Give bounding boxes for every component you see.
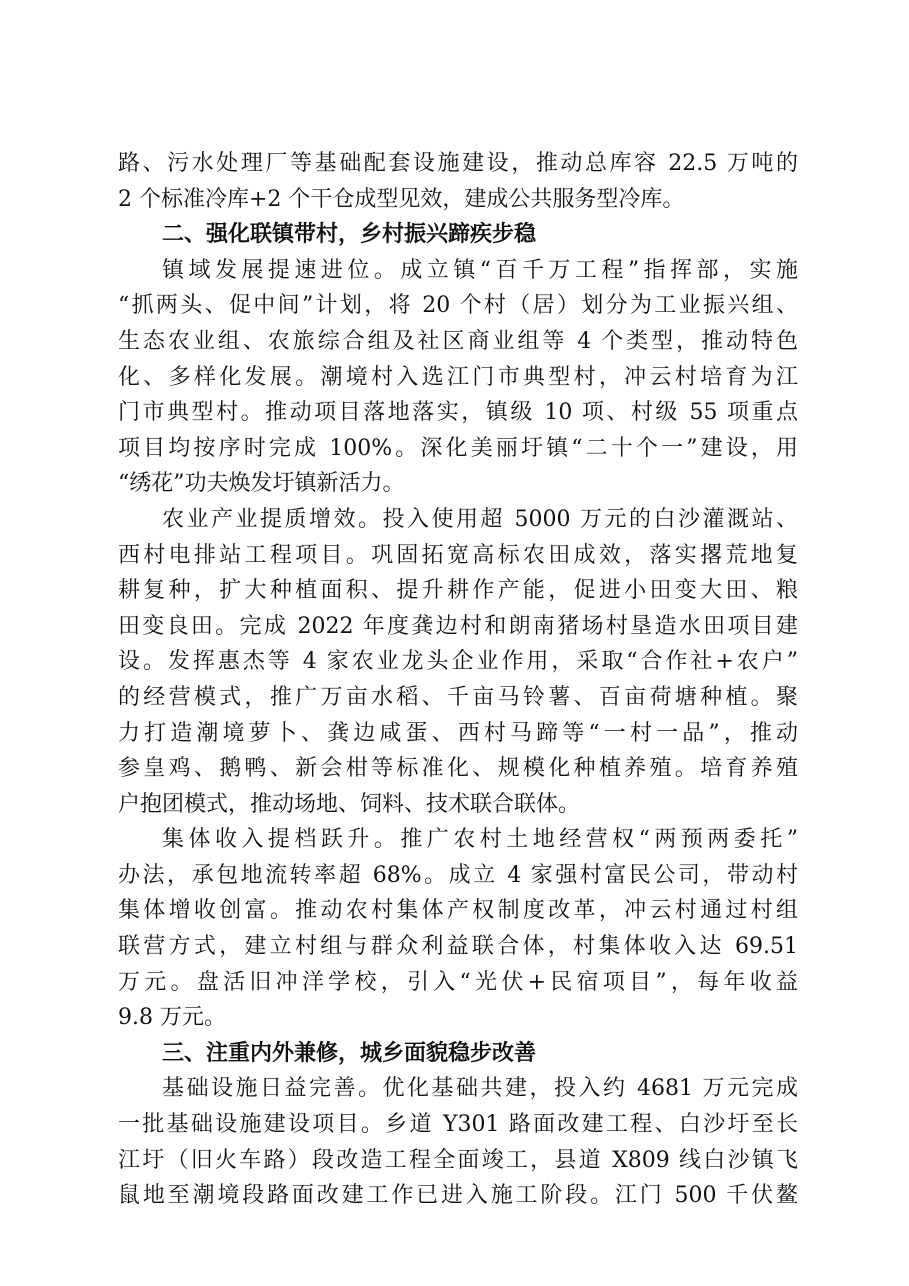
paragraph-line: “抓两头、促中间”计划，将 20 个村（居）划分为工业振兴组、 — [118, 293, 798, 319]
paragraph-line: 设。发挥惠杰等 4 家农业龙头企业作用，采取“合作社+农户” — [118, 649, 798, 675]
paragraph-line: 联营方式，建立村组与群众利益联合体，村集体收入达 69.51 — [118, 934, 798, 960]
paragraph-line: 的经营模式，推广万亩水稻、千亩马铃薯、百亩荷塘种植。聚 — [118, 684, 798, 710]
paragraph-line: 耕复种，扩大种植面积、提升耕作产能，促进小田变大田、粮 — [118, 578, 798, 604]
paragraph-line: 路、污水处理厂等基础配套设施建设，推动总库容 22.5 万吨的 — [118, 151, 798, 176]
paragraph-first-line: 农业产业提质增效。投入使用超 5000 万元的白沙灌溉站、 — [162, 506, 798, 532]
paragraph-line: 参皇鸡、鹅鸭、新会柑等标准化、规模化种植养殖。培育养殖 — [118, 756, 798, 782]
paragraph-line: 项目均按序时完成 100%。深化美丽圩镇“二十个一”建设，用 — [118, 435, 798, 461]
paragraph-line: 西村电排站工程项目。巩固拓宽高标农田成效，落实撂荒地复 — [118, 542, 798, 568]
paragraph-first-line: 集体收入提档跃升。推广农村土地经营权“两预两委托” — [162, 827, 798, 853]
paragraph-line: 力打造潮境萝卜、龚边咸蛋、西村马蹄等“一村一品”，推动 — [118, 720, 798, 746]
document-body — [118, 146, 798, 1214]
paragraph-first-line: 基础设施日益完善。优化基础共建，投入约 4681 万元完成 — [162, 1076, 798, 1102]
paragraph-line: 一批基础设施建设项目。乡道 Y301 路面改建工程、白沙圩至长 — [118, 1112, 798, 1138]
paragraph-line: 集体增收创富。推动农村集体产权制度改革，冲云村通过村组 — [118, 898, 798, 924]
paragraph-line: 鼠地至潮境段路面改建工作已进入施工阶段。江门 500 千伏鳌 — [118, 1183, 798, 1209]
paragraph-line: 田变良田。完成 2022 年度龚边村和朗南猪场村垦造水田项目建 — [118, 613, 798, 639]
paragraph-line: 9.8 万元。 — [118, 1005, 226, 1031]
paragraph-line: 户抱团模式，推动场地、饲料、技术联合联体。 — [118, 791, 581, 817]
paragraph-line: 万元。盘活旧冲洋学校，引入“光伏+民宿项目”，每年收益 — [118, 969, 798, 995]
section-heading: 二、强化联镇带村，乡村振兴蹄疾步稳 — [162, 222, 537, 248]
paragraph-line: 化、多样化发展。潮境村入选江门市典型村，冲云村培育为江 — [118, 364, 798, 390]
section-heading: 三、注重内外兼修，城乡面貌稳步改善 — [162, 1040, 537, 1066]
paragraph-line: 办法，承包地流转率超 68%。成立 4 家强村富民公司，带动村 — [118, 862, 798, 888]
paragraph-line: 江圩（旧火车路）段改造工程全面竣工，县道 X809 线白沙镇飞 — [118, 1147, 798, 1173]
paragraph-first-line: 镇域发展提速进位。成立镇“百千万工程”指挥部，实施 — [162, 257, 798, 283]
paragraph-line: “绣花”功夫焕发圩镇新活力。 — [118, 471, 405, 497]
paragraph-line: 生态农业组、农旅综合组及社区商业组等 4 个类型，推动特色 — [118, 328, 798, 354]
paragraph-line: 门市典型村。推动项目落地落实，镇级 10 项、村级 55 项重点 — [118, 400, 798, 426]
paragraph-line: 2 个标准冷库+2 个干仓成型见效，建成公共服务型冷库。 — [118, 186, 685, 212]
